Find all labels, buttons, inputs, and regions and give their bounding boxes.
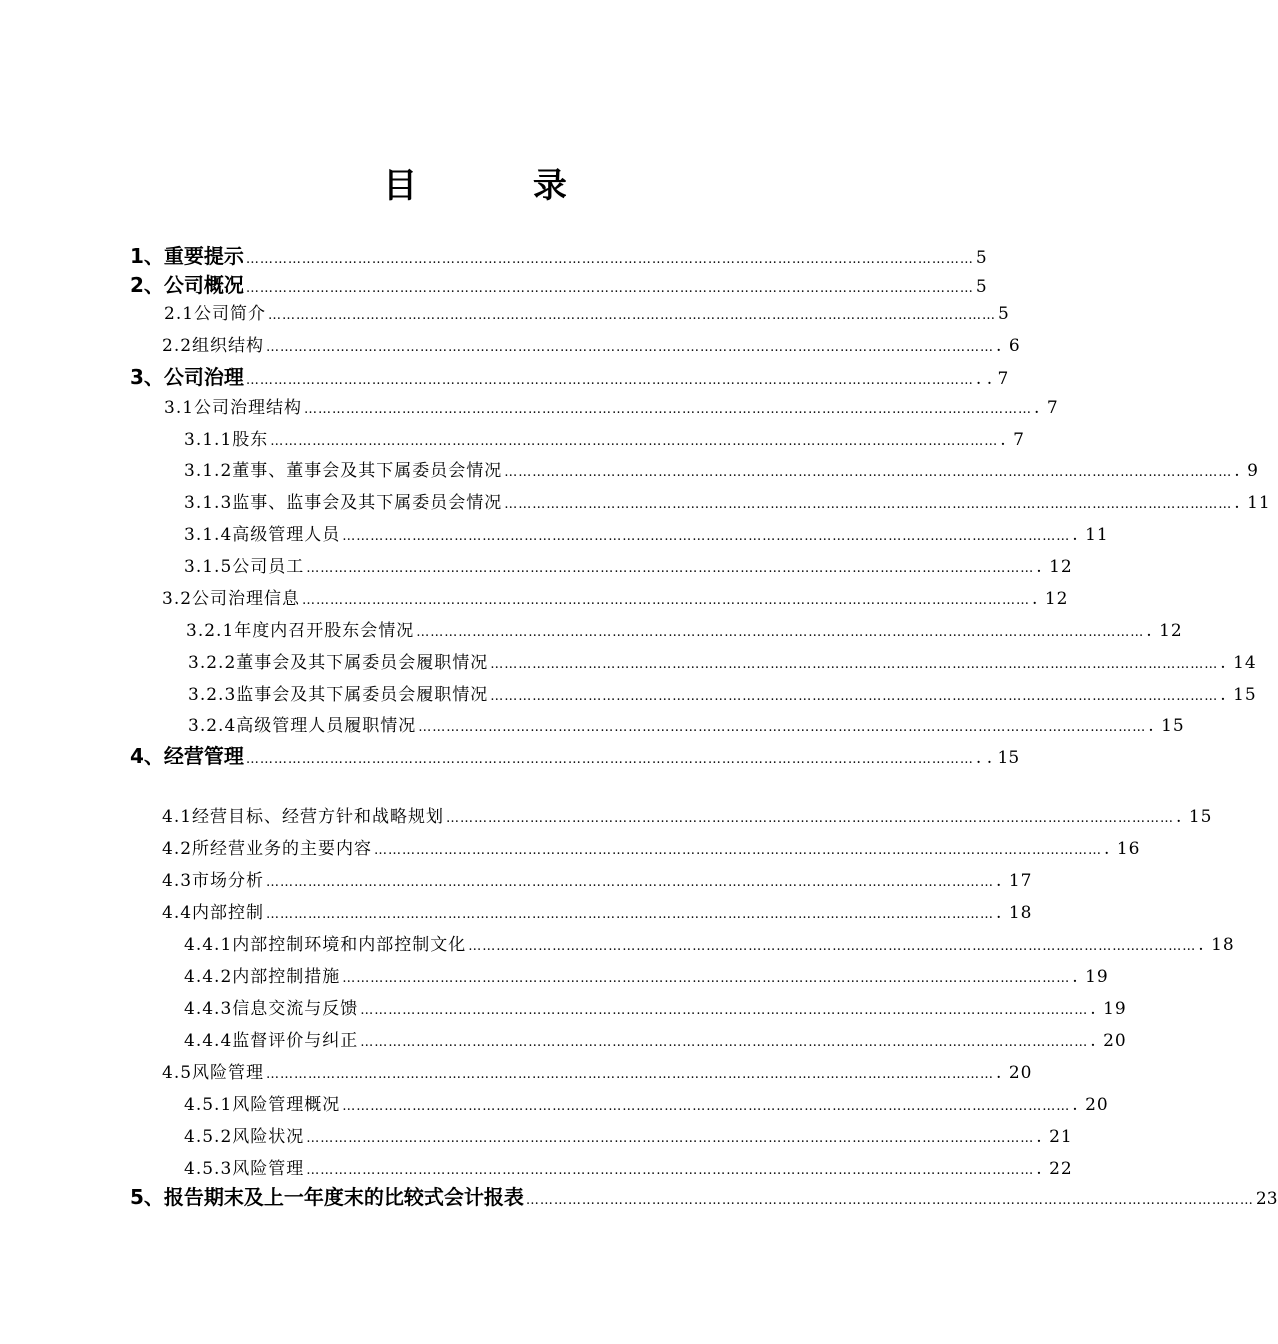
toc-entry-page: . 21 (1036, 1127, 1073, 1147)
toc-entry-label: 5、报告期末及上一年度末的比较式会计报表 (130, 1185, 524, 1209)
dot-leader: ………………………………………………………………………………………………………………………………………… (245, 252, 974, 267)
toc-entry-label: 4、经营管理 (130, 744, 244, 768)
toc-entry-page: . 9 (1234, 461, 1259, 481)
toc-entry-page: . 12 (1146, 621, 1183, 641)
dot-leader: ………………………………………………………………………………………………………………………………………… (360, 1035, 1089, 1050)
toc-entry[interactable] (184, 1026, 1127, 1051)
toc-entry[interactable] (130, 240, 987, 269)
toc-entry[interactable] (162, 834, 1141, 859)
dot-leader: ………………………………………………………………………………………………………………………………………… (446, 811, 1175, 826)
toc-entry-page: . 14 (1220, 653, 1257, 673)
toc-entry-label: 4.5.3风险管理 (184, 1159, 305, 1179)
toc-entry-page: 5 (975, 277, 987, 297)
dot-leader: ………………………………………………………………………………………………………………………………………… (490, 689, 1219, 704)
toc-entry[interactable] (130, 740, 1020, 769)
toc-entry-page: . 16 (1104, 839, 1141, 859)
toc-entry-label: 2.2组织结构 (162, 336, 265, 356)
toc-entry-label: 3.1公司治理结构 (164, 398, 303, 418)
toc-entry[interactable] (184, 425, 1025, 450)
toc-entry[interactable] (184, 962, 1109, 987)
toc-entry-label: 4.3市场分析 (162, 871, 265, 891)
toc-entry-page: . 15 (1176, 807, 1213, 827)
toc-entry[interactable] (130, 361, 1009, 390)
toc-entry-page: . 20 (996, 1063, 1033, 1083)
toc-entry-page: 23 (1255, 1189, 1278, 1209)
dot-leader: ………………………………………………………………………………………………………………………………………… (306, 561, 1035, 576)
toc-entry-label: 3.2.1年度内召开股东会情况 (186, 621, 415, 641)
toc-entry-page: . . 15 (975, 748, 1020, 768)
dot-leader: ………………………………………………………………………………………………………………………………………… (266, 340, 995, 355)
toc-entry[interactable] (162, 1058, 1033, 1083)
toc-entry[interactable] (186, 616, 1183, 641)
dot-leader: ………………………………………………………………………………………………………………………………………… (245, 752, 974, 767)
toc-entry-label: 3.1.1股东 (184, 430, 269, 450)
toc-entry[interactable] (184, 552, 1073, 577)
toc-entry-page: . 11 (1072, 525, 1109, 545)
dot-leader: ………………………………………………………………………………………………………………………………………… (302, 593, 1031, 608)
dot-leader: ………………………………………………………………………………………………………………………………………… (525, 1193, 1254, 1208)
toc-entry-page: . 7 (1034, 398, 1059, 418)
dot-leader: ………………………………………………………………………………………………………………………………………… (504, 497, 1233, 512)
toc-entry-label: 4.5风险管理 (162, 1063, 265, 1083)
toc-entry[interactable] (184, 456, 1259, 481)
toc-entry-page: . 19 (1090, 999, 1127, 1019)
dot-leader: ………………………………………………………………………………………………………………………………………… (266, 875, 995, 890)
dot-leader: ………………………………………………………………………………………………………………………………………… (342, 529, 1071, 544)
toc-entry[interactable] (162, 584, 1069, 609)
toc-entry-page: 5 (975, 248, 987, 268)
toc-entry-label: 4.4.3信息交流与反馈 (184, 999, 359, 1019)
toc-entry[interactable] (188, 680, 1257, 705)
toc-entry-label: 3、公司治理 (130, 365, 244, 389)
toc-entry[interactable] (188, 711, 1185, 736)
toc-entry-label: 4.4.2内部控制措施 (184, 967, 341, 987)
dot-leader: ………………………………………………………………………………………………………………………………………… (245, 373, 974, 388)
dot-leader: ………………………………………………………………………………………………………………………………………… (342, 1099, 1071, 1114)
toc-entry-label: 4.4内部控制 (162, 903, 265, 923)
toc-entry[interactable] (184, 1090, 1109, 1115)
toc-entry-page: . 15 (1220, 685, 1257, 705)
toc-entry-page: . 20 (1090, 1031, 1127, 1051)
dot-leader: ………………………………………………………………………………………………………………………………………… (416, 625, 1145, 640)
toc-entry-page: . 18 (1198, 935, 1235, 955)
toc-entry-label: 4.2所经营业务的主要内容 (162, 839, 373, 859)
toc-entry-page: . 6 (996, 336, 1021, 356)
dot-leader: ………………………………………………………………………………………………………………………………………… (360, 1003, 1089, 1018)
toc-entry-page: . 12 (1032, 589, 1069, 609)
toc-entry-label: 1、重要提示 (130, 244, 244, 268)
toc-entry-label: 3.1.4高级管理人员 (184, 525, 341, 545)
toc-entry-page: . 12 (1036, 557, 1073, 577)
toc-entry-page: . 11 (1234, 493, 1271, 513)
toc-entry[interactable] (184, 930, 1235, 955)
toc-entry-page: . . 7 (975, 369, 1009, 389)
toc-entry[interactable] (184, 488, 1271, 513)
toc-entry[interactable] (162, 331, 1021, 356)
toc-entry[interactable] (164, 393, 1059, 418)
toc-entry-page: . 20 (1072, 1095, 1109, 1115)
dot-leader: ………………………………………………………………………………………………………………………………………… (342, 971, 1071, 986)
dot-leader: ………………………………………………………………………………………………………………………………………… (266, 907, 995, 922)
dot-leader: ………………………………………………………………………………………………………………………………………… (306, 1131, 1035, 1146)
toc-entry-label: 3.1.3监事、监事会及其下属委员会情况 (184, 493, 503, 513)
toc-entry-label: 3.2.3监事会及其下属委员会履职情况 (188, 685, 489, 705)
dot-leader: ………………………………………………………………………………………………………………………………………… (468, 939, 1197, 954)
dot-leader: ………………………………………………………………………………………………………………………………………… (306, 1163, 1035, 1178)
toc-entry-page: . 18 (996, 903, 1033, 923)
toc-entry-page: . 19 (1072, 967, 1109, 987)
dot-leader: ………………………………………………………………………………………………………………………………………… (245, 281, 974, 296)
toc-entry-label: 3.1.5公司员工 (184, 557, 305, 577)
dot-leader: ………………………………………………………………………………………………………………………………………… (270, 434, 999, 449)
toc-entry[interactable] (184, 520, 1109, 545)
toc-entry-label: 3.2.2董事会及其下属委员会履职情况 (188, 653, 489, 673)
toc-entry[interactable] (184, 1154, 1073, 1179)
dot-leader: ………………………………………………………………………………………………………………………………………… (304, 402, 1033, 417)
dot-leader: ………………………………………………………………………………………………………………………………………… (418, 720, 1147, 735)
toc-entry[interactable] (162, 898, 1033, 923)
toc-entry-label: 4.5.1风险管理概况 (184, 1095, 341, 1115)
toc-entry[interactable] (184, 994, 1127, 1019)
toc-entry[interactable] (184, 1122, 1073, 1147)
toc-entry[interactable] (130, 269, 987, 298)
toc-entry[interactable] (162, 802, 1213, 827)
toc-entry-page: . 17 (996, 871, 1033, 891)
toc-entry-label: 3.1.2董事、董事会及其下属委员会情况 (184, 461, 503, 481)
dot-leader: ………………………………………………………………………………………………………………………………………… (504, 465, 1233, 480)
toc-entry-label: 3.2公司治理信息 (162, 589, 301, 609)
toc-entry[interactable] (188, 648, 1257, 673)
toc-entry-page: . 22 (1036, 1159, 1073, 1179)
toc-entry-page: . 7 (1000, 430, 1025, 450)
toc-entry-label: 4.4.1内部控制环境和内部控制文化 (184, 935, 467, 955)
toc-entry[interactable] (162, 866, 1033, 891)
toc-entry-label: 4.1经营目标、经营方针和战略规划 (162, 807, 445, 827)
dot-leader: ………………………………………………………………………………………………………………………………………… (490, 657, 1219, 672)
dot-leader: ………………………………………………………………………………………………………………………………………… (268, 308, 997, 323)
toc-entry[interactable] (164, 299, 1010, 324)
toc-entry-label: 4.5.2风险状况 (184, 1127, 305, 1147)
toc-entry-label: 2、公司概况 (130, 273, 244, 297)
toc-entry-label: 3.2.4高级管理人员履职情况 (188, 716, 417, 736)
toc-entry-page: . 15 (1148, 716, 1185, 736)
dot-leader: ………………………………………………………………………………………………………………………………………… (266, 1067, 995, 1082)
toc-entry-page: 5 (998, 304, 1010, 324)
dot-leader: ………………………………………………………………………………………………………………………………………… (374, 843, 1103, 858)
toc-title: 目 录 (383, 166, 619, 206)
toc-entry[interactable] (130, 1181, 1278, 1210)
toc-entry-label: 2.1公司简介 (164, 304, 267, 324)
toc-entry-label: 4.4.4监督评价与纠正 (184, 1031, 359, 1051)
